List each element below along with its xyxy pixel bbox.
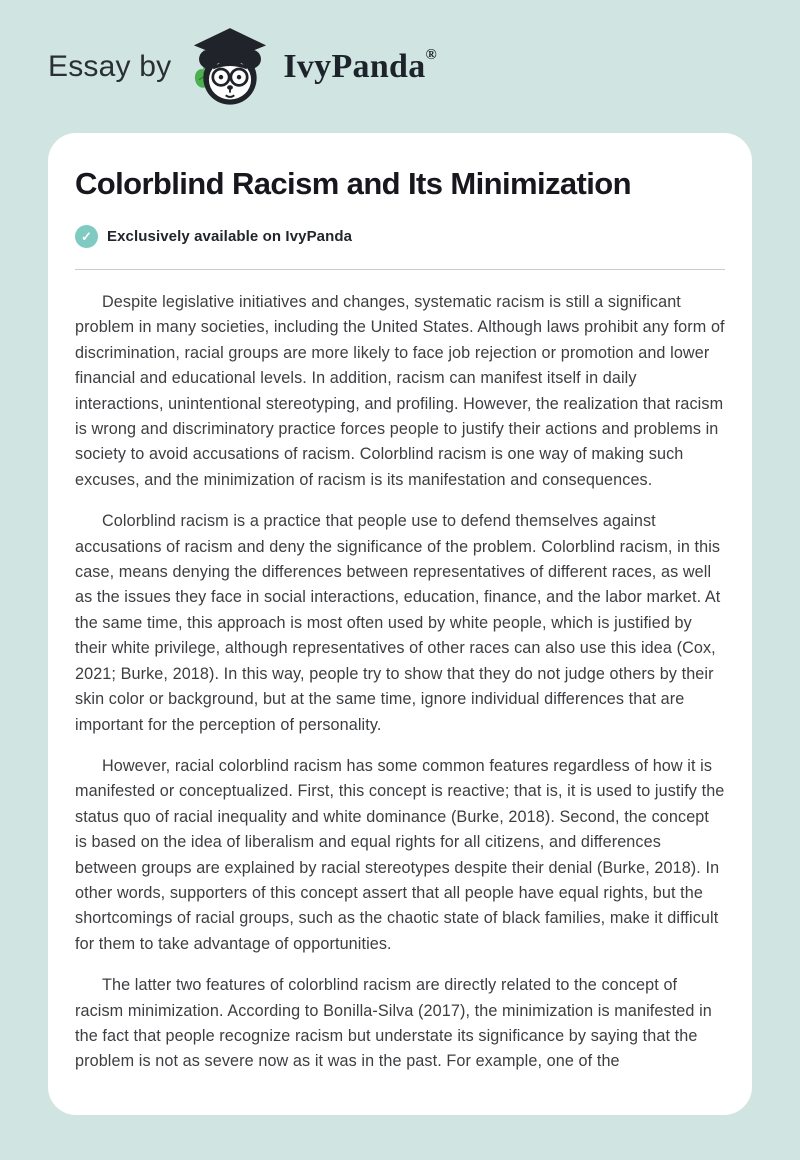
exclusive-badge (75, 225, 725, 248)
registered-trademark: ® (425, 47, 438, 63)
essay-by-label: Essay by (48, 49, 172, 83)
brand-name: IvyPanda (283, 48, 426, 85)
essay-paragraph: Despite legislative initiatives and changes, systematic racism is still a significant problem in many societies, including the United States. Although laws prohibit any form of discrimination, racial groups are more likely to face job rejection or promotion and lower financial and educational levels. In addition, racism can manifest itself in daily interactions, unintentional stereotyping, and profiling. However, the realization that racism is wrong and discriminatory practice forces people to justify their actions and problems in society to avoid accusations of racism. Colorblind racism is one way of making such excuses, and the minimization of racism is its manifestation and consequences. (75, 293, 725, 489)
page-title: Colorblind Racism and Its Minimization (75, 166, 631, 201)
exclusive-badge-label: Exclusively available on IvyPanda (107, 228, 353, 245)
essay-body (75, 290, 725, 1075)
essay-paragraph: The latter two features of colorblind racism are directly related to the concept of racism minimization. According to Bonilla-Silva (2017), the minimization is manifested in the fact that people recognize racism but understate its significance by saying that the problem is not as severe now as it was in the past. For example, one of the (75, 976, 712, 1071)
essay-paragraph: However, racial colorblind racism has some common features regardless of how it is manifested or conceptualized. First, this concept is reactive; that is, it is used to justify the status quo of racial inequality and white dominance (Burke, 2018). Second, the concept is based on the idea of liberalism and equal rights for all citizens, and differences between groups are explained by racial stereotypes despite their denial (Burke, 2018). In other words, supporters of this concept assert that all people have equal rights, but the shortcomings of racial groups, such as the chaotic state of black families, make it difficult for them to take advantage of opportunities. (75, 756, 725, 953)
divider (75, 269, 725, 270)
essay-paragraph: Colorblind racism is a practice that people use to defend themselves against accusations of racism and deny the significance of the problem. Colorblind racism, in this case, means denying the differences between representatives of different races, as well as the issues they face in social interactions, education, finance, and the labor market. At the same time, this approach is most often used by white people, which is justified by their white privilege, although representatives of other races can also use this idea (Cox, 2021; Burke, 2018). In this way, people try to show that they do not judge others by their skin color or background, but at the same time, ignore individual differences that are important for the perception of personality. (75, 512, 721, 734)
brand-wordmark (283, 47, 437, 86)
page-header (0, 0, 800, 133)
check-icon: ✓ (75, 225, 98, 248)
panda-graduate-icon (187, 23, 273, 115)
essay-card (48, 133, 752, 1115)
